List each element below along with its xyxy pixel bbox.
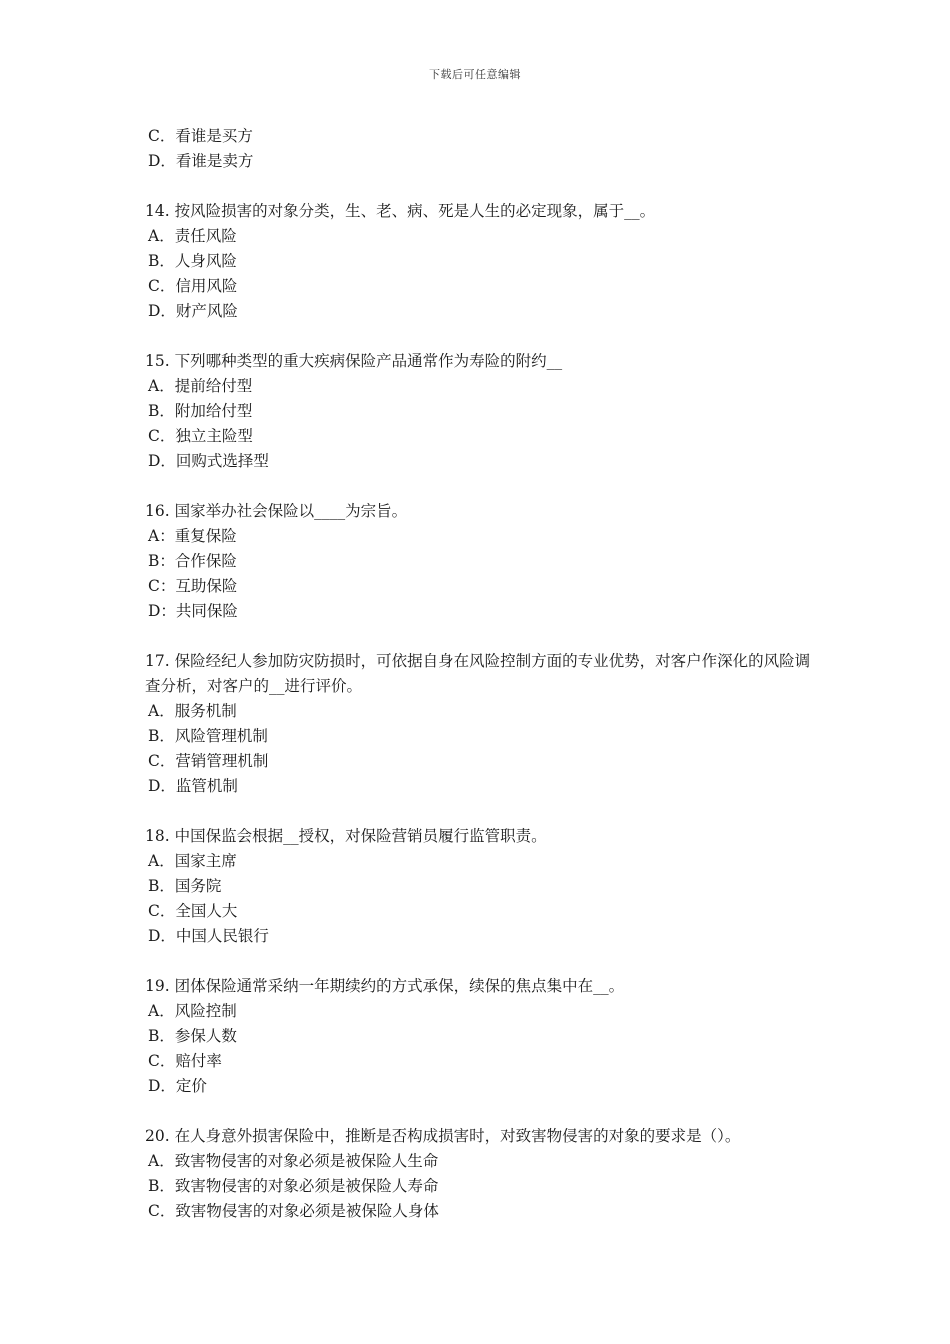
option-c: C．信用风险 bbox=[148, 277, 238, 295]
option-d: D．看谁是卖方 bbox=[148, 152, 254, 170]
option-b: B：合作保险 bbox=[148, 552, 237, 570]
option-a: A．责任风险 bbox=[148, 227, 237, 245]
question-text: 18. 中国保监会根据__授权，对保险营销员履行监管职责。 bbox=[145, 827, 547, 845]
option-b: B．国务院 bbox=[148, 877, 222, 895]
option-a: A．服务机制 bbox=[148, 702, 237, 720]
question-text: 14. 按风险损害的对象分类，生、老、病、死是人生的必定现象，属于__。 bbox=[145, 202, 656, 220]
option-c: C．致害物侵害的对象必须是被保险人身体 bbox=[148, 1202, 439, 1220]
option-c: C．全国人大 bbox=[148, 902, 238, 920]
question-15 bbox=[145, 349, 825, 474]
option-a: A．国家主席 bbox=[148, 852, 237, 870]
question-text: 15. 下列哪种类型的重大疾病保险产品通常作为寿险的附约__ bbox=[145, 352, 563, 370]
option-c: C：互助保险 bbox=[148, 577, 238, 595]
option-b: B．人身风险 bbox=[148, 252, 237, 270]
question-14 bbox=[145, 199, 825, 324]
question-text: 17. 保险经纪人参加防灾防损时，可依据自身在风险控制方面的专业优势，对客户作深化的风险调查分析，对客户的__进行评价。 bbox=[145, 652, 811, 695]
option-c: C．看谁是买方 bbox=[148, 127, 253, 145]
option-d: D．回购式选择型 bbox=[148, 452, 269, 470]
option-d: D：共同保险 bbox=[148, 602, 238, 620]
option-c: C．赔付率 bbox=[148, 1052, 222, 1070]
question-16 bbox=[145, 499, 825, 624]
question-17 bbox=[145, 649, 825, 799]
option-c: C．营销管理机制 bbox=[148, 752, 269, 770]
question-text: 19. 团体保险通常采纳一年期续约的方式承保，续保的焦点集中在__。 bbox=[145, 977, 625, 995]
option-b: B．风险管理机制 bbox=[148, 727, 268, 745]
option-d: D．定价 bbox=[148, 1077, 207, 1095]
question-text: 16. 国家举办社会保险以____为宗旨。 bbox=[145, 502, 408, 520]
option-b: B．致害物侵害的对象必须是被保险人寿命 bbox=[148, 1177, 439, 1195]
option-a: A．致害物侵害的对象必须是被保险人生命 bbox=[148, 1152, 439, 1170]
option-b: B．参保人数 bbox=[148, 1027, 237, 1045]
option-b: B．附加给付型 bbox=[148, 402, 253, 420]
option-d: D．中国人民银行 bbox=[148, 927, 269, 945]
question-13-tail bbox=[145, 124, 825, 174]
header-note: 下载后可任意编辑 bbox=[429, 68, 521, 81]
option-a: A．风险控制 bbox=[148, 1002, 237, 1020]
option-a: A：重复保险 bbox=[148, 527, 237, 545]
option-d: D．财产风险 bbox=[148, 302, 238, 320]
question-18 bbox=[145, 824, 825, 949]
question-text: 20. 在人身意外损害保险中，推断是否构成损害时，对致害物侵害的对象的要求是（）。 bbox=[145, 1127, 741, 1145]
option-d: D．监管机制 bbox=[148, 777, 238, 795]
option-c: C．独立主险型 bbox=[148, 427, 253, 445]
question-19 bbox=[145, 974, 825, 1099]
option-a: A．提前给付型 bbox=[148, 377, 253, 395]
question-20 bbox=[145, 1124, 825, 1224]
question-list bbox=[145, 124, 825, 1249]
